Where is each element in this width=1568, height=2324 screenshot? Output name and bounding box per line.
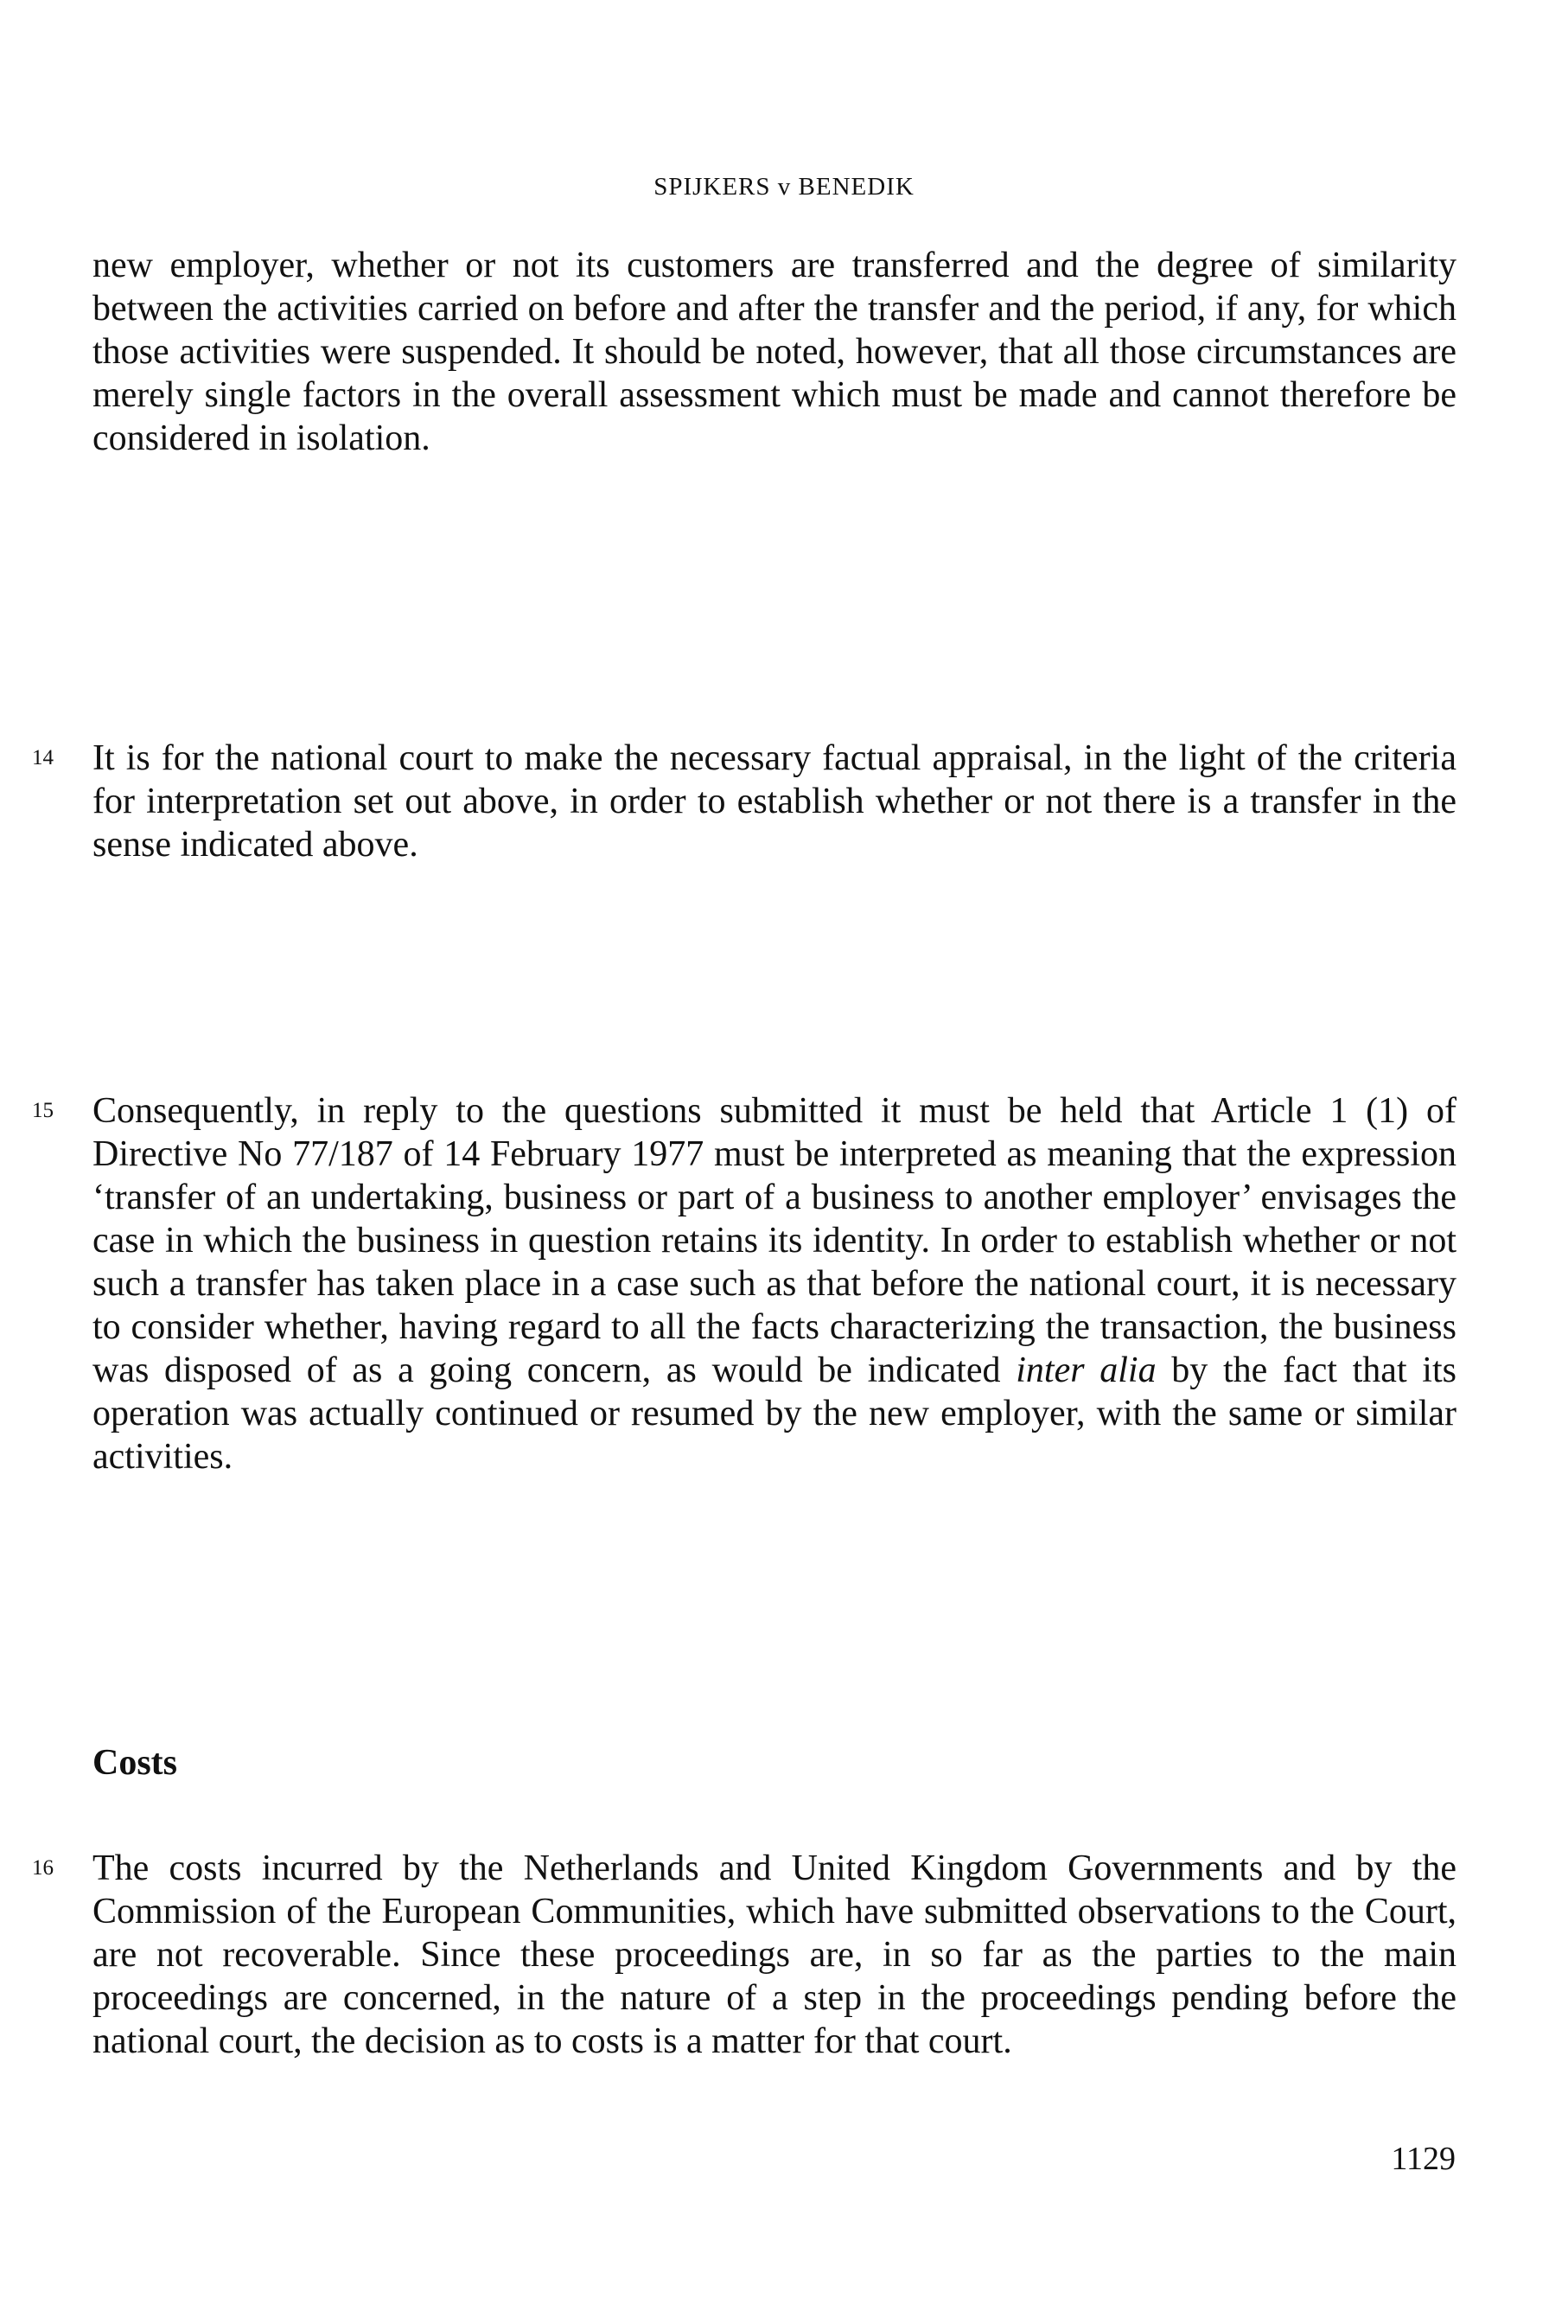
section-heading-costs: Costs xyxy=(92,1743,178,1783)
paragraph-16 xyxy=(92,1847,1456,2063)
paragraph-text-after-italic: by the fact that its operation was actually continued or resumed by the new employer, with the same or similar activities. xyxy=(92,1350,1456,1477)
paragraph-text: It is for the national court to make the necessary factual appraisal, in the light of the criteria for interpretation set out above, in order to establish whether or not there is a transfer in the sense indicated above. xyxy=(92,738,1456,865)
paragraph-14 xyxy=(92,737,1456,866)
running-head: SPIJKERS v BENEDIK xyxy=(653,173,915,201)
paragraph-text-before-italic: Consequently, in reply to the questions submitted it must be held that Article 1 (1) of Directive No 77/187 of 14 February 1977 must be interpreted as meaning that the expression ‘transfer of an undertaking, business or part of a business to another employer’ envisages the case in which the business in question retains its identity. In order to establish whether or not such a transfer has taken place in a case such as that before the national court, it is necessary to consider whether, having regard to all the facts characterizing the transaction, the business was disposed of as a going concern, as would be indicated xyxy=(92,1091,1456,1390)
paragraph-number-14: 14 xyxy=(32,746,54,769)
paragraph-15 xyxy=(92,1089,1456,1478)
paragraph-continued xyxy=(92,244,1456,460)
italic-term: inter alia xyxy=(1016,1350,1157,1390)
paragraph-text: new employer, whether or not its customers are transferred and the degree of similarity between the activities carried on before and after the transfer and the period, if any, for which those activities were suspended. It should be noted, however, that all those circumstances are merely single factors in the overall assessment which must be made and cannot therefore be considered in isolation. xyxy=(92,246,1456,458)
paragraph-number-16: 16 xyxy=(32,1856,54,1880)
paragraph-number-15: 15 xyxy=(32,1099,54,1122)
page-number: 1129 xyxy=(1391,2141,1456,2177)
paragraph-text: The costs incurred by the Netherlands and United Kingdom Governments and by the Commission of the European Communities, which have submitted observations to the Court, are not recoverable. Since these proceedings are, in so far as the parties to the main proceedings are concerned, in the nature of a step in the proceedings pending before the national court, the decision as to costs is a matter for that court. xyxy=(92,1848,1456,2061)
